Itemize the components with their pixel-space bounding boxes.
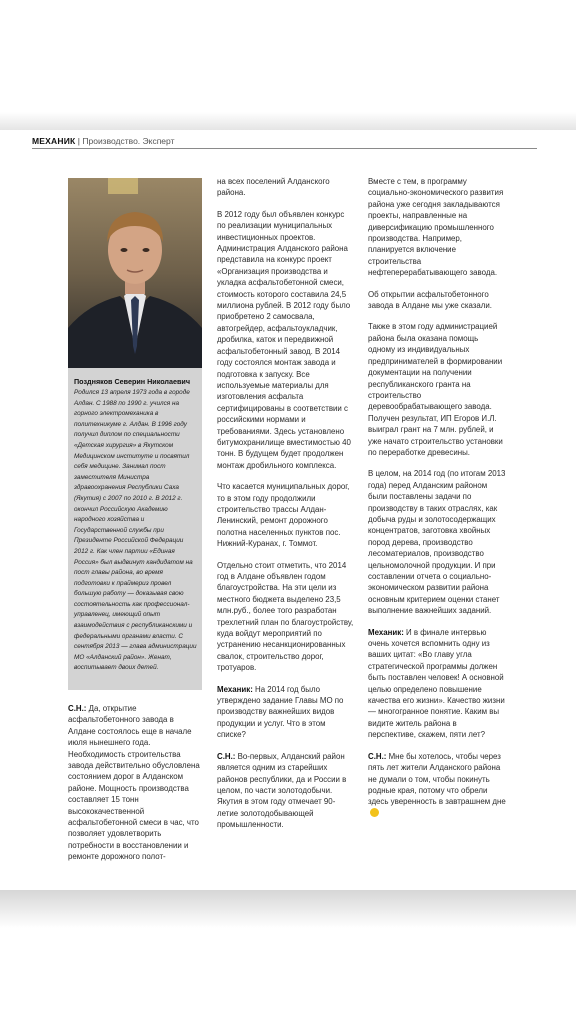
paragraph (217, 684, 355, 741)
header-separator: | (77, 136, 80, 146)
header-section: Производство. Эксперт (82, 136, 175, 146)
paragraph: В 2012 году был объявлен конкурс по реализации муниципальных инвестиционных проектов. Администрация Алданского района представила на конкурс проект «Организация производства и укладка асфальтобетонной смеси, стоимость которого составила 24,5 миллиона рублей. В 2012 году было приобретено 2 самосвала, автогрейдер, асфальтоукладчик, дробилка, каток и передвижной асфальтобетонный завод. В 2014 году состоялся монтаж завода и подготовка к запуску. Все используемые материалы для изготовления асфальта сертифицированы в соответствии с российскими нормами и требованиями. Здесь установлено битумохранилище вместимостью 40 тонн. В будущем будет продолжен монтаж дробильного комплекса. (217, 209, 351, 470)
paragraph (368, 627, 506, 741)
speaker-label: С.Н.: (217, 751, 236, 761)
paragraph-text: Мне бы хотелось, чтобы через пять лет жители Алданского района не думали о том, чтобы покинуть родные края, потому что обрели здесь уверенность в завтрашнем дне (368, 751, 506, 807)
article-column-1 (68, 703, 202, 873)
page-shadow-bottom (0, 888, 576, 928)
speaker-label: Механик: (217, 684, 253, 694)
magazine-page (0, 130, 576, 890)
paragraph: В целом, на 2014 год (по итогам 2013 года) перед Алданским районом были поставлены задачи по производству в таких отраслях, как добыча руды и золотосодержащих концентратов, заготовка хвойных пород дерева, производство лесоматериалов, производство цельномолочной продукции. И при составлении отчета о социально-экономическом развитии района основным критерием оценки станет выполнение важнейших заданий. (368, 469, 506, 616)
bio-text: Родился 13 апреля 1973 года в городе Алдан. С 1988 по 1990 г. учился на горного электромеханика в политехникуме г. Алдан. В 1996 году получил диплом по специальности «Детская хирургия» в Якутском Медицинском институте и посвятил себя медицине. Занимал пост заместителя Министра здравоохранения Республики Саха (Якутия) с 2007 по 2010 г. В 2012 г. окончил Российскую Академию народного хозяйства и Государственной службы при Президенте Российской Федерации 2012 г. Как член партии «Единая Россия» был выдвинут кандидатом на пост главы района, во время подготовки к праймериз провел большую работу — доказывая свою состоятельность как профессионал-управленец, имеющий опыт взаимодействия с республиканскими и федеральными органами власти. С сентября 2013 — глава администрации МО «Алданский район». Женат, воспитывает двоих детей. (74, 389, 197, 672)
paragraph-text: Во-первых, Алданский район является одним из старейших районов республики, да и России в целом, по части золотодобычи. Якутия в этом году отмечает 90-летие золотодобывающей промышленности. (217, 751, 347, 830)
speaker-label: С.Н.: (368, 751, 387, 761)
paragraph (68, 703, 202, 863)
paragraph (368, 751, 506, 819)
header-divider (32, 148, 537, 149)
paragraph (217, 751, 355, 831)
paragraph: Вместе с тем, в программу социально-экономического развития района уже сегодня закладываются проекты, направленные на диверсификацию промышленного производства. Например, планируется включение строительства нефтеперерабатывающего завода. (368, 177, 504, 278)
article-column-3 (368, 176, 506, 829)
paragraph-text: На 2014 год было утверждено задание Главы МО по производству важнейших видов продукции и услуг. Что в этом списке? (217, 684, 344, 740)
page-header (32, 136, 174, 146)
paragraph: на всех поселений Алданского района. (217, 177, 330, 198)
paragraph-text: Да, открытие асфальтобетонного завода в Алдане состоялось еще в начале июля нынешнего года. Необходимость строительства завода действительно обусловлена состоянием дорог в Алданском районе. Мощность производства составляет 15 тонн высококачественной асфальтобетонной смеси в час, что позволяет удовлетворить потребности в восстановлении и ремонте дорожного полот- (68, 704, 200, 862)
speaker-label: Механик: (368, 627, 404, 637)
magazine-brand: МЕХАНИК (32, 136, 76, 146)
paragraph: Отдельно стоит отметить, что 2014 год в Алдане объявлен годом благоустройства. На эти цели из местного бюджета выделено 23,5 млн.руб., более того разработан трехлетний план по благоустройству, куда войдут мероприятий по устранению несанкционированных свалок, строительство дорог, тротуаров. (217, 560, 354, 673)
biography-box (68, 368, 202, 690)
paragraph-text: И в финале интервью очень хочется вспомнить одну из ваших цитат: «Во главу угла стратегической программы должен быть поставлен человек! А основной целью определено повышение качества его жизни». Качество жизни — многогранное понятие. Каким вы видите житель района в перспективе, скажем, пяти лет? (368, 627, 505, 740)
paragraph: Также в этом году администрацией района была оказана помощь одному из индивидуальных предпринимателей в формировании документации на получении республиканского гранта на строительство деревообрабатывающего завода. Получен результат, ИП Егоров И.Л. выиграл грант на 7 млн. рублей, и уже начато строительство установки по переработке древесины. (368, 322, 503, 457)
bio-name: Поздняков Северин Николаевич (74, 377, 190, 386)
paragraph: Об открытии асфальтобетонного завода в Алдане мы уже сказали. (368, 289, 492, 311)
smiley-face-icon (370, 808, 379, 817)
portrait-photo (68, 178, 202, 368)
speaker-label: С.Н.: (68, 704, 87, 713)
paragraph: Что касается муниципальных дорог, то в этом году продолжили строительство трассы Алдан-Ленинский, ремонт дорожного полотна населенных пунктов пос. Нижний-Куранах, г. Томмот. (217, 482, 350, 549)
article-column-2 (217, 176, 355, 841)
